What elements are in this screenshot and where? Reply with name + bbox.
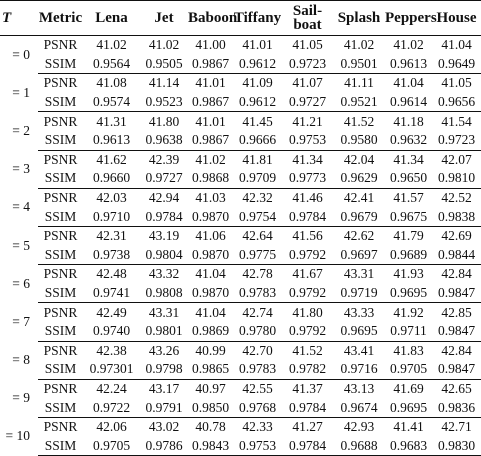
psnr-cell: 41.57 [385,188,432,207]
ssim-cell: 0.9697 [340,246,378,262]
header-house: House [432,1,481,36]
ssim-cell: 0.9612 [238,55,277,71]
ssim-cell: 0.9716 [340,361,378,377]
psnr-cell: 41.01 [188,74,233,93]
ssim-cell: 0.9666 [238,132,277,148]
ssim-cell: 0.9695 [389,285,428,301]
ssim-cell: 0.9870 [191,246,230,262]
psnr-cell: 41.93 [385,265,432,284]
psnr-cell: 43.41 [333,341,385,360]
psnr-cell: 42.49 [83,303,140,322]
psnr-cell: 42.70 [233,341,282,360]
ssim-cell: 0.9865 [191,361,230,377]
ssim-cell: 0.9753 [233,436,282,455]
psnr-cell: 42.39 [140,150,188,169]
ssim-cell: 0.9782 [288,361,327,377]
header-tiffany: Tiffany [233,1,282,36]
psnr-cell: 41.02 [188,150,233,169]
psnr-cell: 41.08 [83,74,140,93]
psnr-cell: 42.62 [333,226,385,245]
ssim-cell: 0.9783 [238,285,277,301]
psnr-cell: 42.32 [233,188,282,207]
ssim-cell: 0.9836 [437,399,476,415]
psnr-cell: 41.34 [282,150,333,169]
psnr-cell: 41.04 [385,74,432,93]
ssim-cell: 0.9521 [340,94,378,110]
psnr-cell: 41.41 [385,417,432,436]
psnr-cell: 43.26 [140,341,188,360]
ssim-cell: 0.9674 [340,399,378,415]
ssim-cell: 0.9705 [83,436,140,455]
psnr-cell: 41.83 [385,341,432,360]
header-jet: Jet [140,1,188,36]
ssim-cell: 0.9660 [92,170,131,186]
header-splash: Splash [333,1,385,36]
psnr-metric-label: PSNR [38,226,83,245]
psnr-cell: 41.06 [188,226,233,245]
table-row [0,226,481,245]
ssim-metric-label: SSIM [44,399,77,415]
psnr-cell: 42.84 [432,265,481,284]
ssim-cell: 0.9705 [389,361,428,377]
psnr-cell: 41.05 [432,74,481,93]
psnr-cell: 41.07 [282,74,333,93]
ssim-cell: 0.9784 [282,436,333,455]
psnr-cell: 42.69 [432,226,481,245]
psnr-metric-label: PSNR [38,188,83,207]
psnr-cell: 42.64 [233,226,282,245]
ssim-cell: 0.9798 [145,361,183,377]
psnr-cell: 42.33 [233,417,282,436]
psnr-cell: 42.24 [83,379,140,398]
ssim-metric-label: SSIM [44,170,77,186]
t-value: = 10 [5,428,30,444]
psnr-cell: 43.13 [333,379,385,398]
psnr-cell: 41.45 [233,112,282,131]
ssim-cell: 0.9501 [340,55,378,71]
psnr-cell: 41.79 [385,226,432,245]
ssim-cell: 0.9722 [92,399,131,415]
psnr-cell: 42.07 [432,150,481,169]
header-baboon: Baboon [188,1,233,36]
t-value: = 2 [12,122,30,138]
table-row [0,341,481,360]
ssim-cell: 0.9741 [92,285,131,301]
psnr-cell: 42.85 [432,303,481,322]
psnr-metric-label: PSNR [38,341,83,360]
psnr-cell: 41.92 [385,303,432,322]
psnr-metric-label: PSNR [38,265,83,284]
ssim-cell: 0.9780 [238,323,277,339]
ssim-cell: 0.9869 [191,323,230,339]
psnr-cell: 41.01 [233,36,282,55]
psnr-metric-label: PSNR [38,379,83,398]
psnr-cell: 41.01 [188,112,233,131]
psnr-cell: 42.38 [83,341,140,360]
ssim-cell: 0.9792 [288,246,327,262]
psnr-cell: 41.52 [333,112,385,131]
ssim-cell: 0.9613 [389,55,428,71]
table-row [0,93,481,112]
ssim-metric-label: SSIM [44,361,77,377]
ssim-metric-label: SSIM [44,208,77,224]
ssim-cell: 0.9867 [191,94,230,110]
header-row [0,1,481,36]
ssim-cell: 0.9868 [191,170,230,186]
psnr-cell: 43.32 [140,265,188,284]
ssim-cell: 0.9808 [145,285,183,301]
ssim-cell: 0.9804 [145,246,183,262]
psnr-cell: 42.74 [233,303,282,322]
ssim-cell: 0.9754 [238,208,277,224]
psnr-metric-label: PSNR [38,150,83,169]
psnr-cell: 42.06 [83,417,140,436]
psnr-cell: 41.27 [282,417,333,436]
ssim-cell: 0.9574 [92,94,131,110]
psnr-metric-label: PSNR [38,303,83,322]
ssim-cell: 0.9775 [238,246,277,262]
table-row [0,188,481,207]
psnr-cell: 42.31 [83,226,140,245]
ssim-cell: 0.9523 [145,94,183,110]
ssim-cell: 0.9867 [191,55,230,71]
ssim-cell: 0.9723 [437,132,476,148]
psnr-cell: 41.31 [83,112,140,131]
psnr-cell: 41.21 [282,112,333,131]
psnr-cell: 43.31 [140,303,188,322]
table-row [0,322,481,341]
ssim-cell: 0.9689 [389,246,428,262]
psnr-metric-label: PSNR [38,36,83,55]
ssim-cell: 0.97301 [89,361,134,377]
ssim-cell: 0.9773 [288,170,327,186]
ssim-cell: 0.9847 [437,323,476,339]
ssim-cell: 0.9505 [145,55,183,71]
ssim-cell: 0.9679 [340,208,378,224]
ssim-cell: 0.9847 [437,285,476,301]
psnr-cell: 41.56 [282,226,333,245]
psnr-cell: 41.02 [83,36,140,55]
table-row [0,417,481,436]
psnr-cell: 41.67 [282,265,333,284]
ssim-cell: 0.9844 [437,246,476,262]
table-row [0,55,481,74]
psnr-cell: 41.02 [385,36,432,55]
psnr-cell: 43.19 [140,226,188,245]
psnr-cell: 42.48 [83,265,140,284]
table-row [0,379,481,398]
ssim-cell: 0.9638 [145,132,183,148]
ssim-cell: 0.9784 [288,208,327,224]
t-value: = 7 [12,313,30,329]
ssim-cell: 0.9649 [437,55,476,71]
psnr-cell: 41.04 [188,303,233,322]
ssim-cell: 0.9792 [288,285,327,301]
ssim-cell: 0.9738 [92,246,131,262]
psnr-cell: 40.99 [188,341,233,360]
psnr-cell: 42.94 [140,188,188,207]
header-sailboat: Sail- boat [282,1,333,36]
psnr-cell: 42.04 [333,150,385,169]
psnr-cell: 42.41 [333,188,385,207]
psnr-cell: 43.31 [333,265,385,284]
psnr-cell: 41.09 [233,74,282,93]
header-lena: Lena [83,1,140,36]
table-row [0,207,481,226]
psnr-metric-label: PSNR [38,74,83,93]
psnr-cell: 42.52 [432,188,481,207]
t-value: = 3 [12,161,30,177]
ssim-cell: 0.9711 [390,323,427,339]
ssim-cell: 0.9801 [145,323,183,339]
psnr-cell: 41.11 [333,74,385,93]
table-row [0,150,481,169]
ssim-cell: 0.9580 [340,132,378,148]
psnr-cell: 42.84 [432,341,481,360]
ssim-cell: 0.9791 [145,399,183,415]
psnr-cell: 41.69 [385,379,432,398]
ssim-metric-label: SSIM [44,285,77,301]
ssim-cell: 0.9727 [145,170,183,186]
ssim-cell: 0.9847 [437,361,476,377]
ssim-metric-label: SSIM [44,94,77,110]
psnr-cell: 41.05 [282,36,333,55]
ssim-cell: 0.9792 [288,323,327,339]
header-peppers: Peppers [385,1,432,36]
psnr-cell: 41.03 [188,188,233,207]
ssim-metric-label: SSIM [38,436,83,455]
ssim-cell: 0.9830 [432,436,481,455]
psnr-cell: 42.71 [432,417,481,436]
t-value: = 1 [12,84,30,100]
table-row [0,360,481,379]
ssim-cell: 0.9810 [437,170,476,186]
ssim-cell: 0.9753 [288,132,327,148]
psnr-cell: 41.02 [333,36,385,55]
psnr-cell: 43.33 [333,303,385,322]
psnr-cell: 42.55 [233,379,282,398]
psnr-cell: 41.00 [188,36,233,55]
header-t: T [0,1,38,36]
t-value: = 0 [12,46,30,62]
ssim-cell: 0.9740 [92,323,131,339]
table-row [0,265,481,284]
ssim-metric-label: SSIM [44,246,77,262]
ssim-cell: 0.9695 [389,399,428,415]
ssim-cell: 0.9632 [389,132,428,148]
t-value: = 9 [12,390,30,406]
ssim-cell: 0.9719 [340,285,378,301]
psnr-cell: 42.03 [83,188,140,207]
ssim-cell: 0.9612 [238,94,277,110]
header-metric: Metric [38,1,83,36]
ssim-metric-label: SSIM [44,132,77,148]
psnr-cell: 41.37 [282,379,333,398]
psnr-metric-label: PSNR [38,417,83,436]
ssim-cell: 0.9688 [333,436,385,455]
psnr-cell: 41.02 [140,36,188,55]
psnr-cell: 41.18 [385,112,432,131]
ssim-cell: 0.9695 [340,323,378,339]
ssim-cell: 0.9629 [340,170,378,186]
ssim-cell: 0.9784 [145,208,183,224]
psnr-cell: 41.04 [188,265,233,284]
table-row [0,169,481,188]
ssim-cell: 0.9675 [389,208,428,224]
table-row [0,36,481,55]
ssim-cell: 0.9768 [238,399,277,415]
table-row [0,131,481,150]
table-row [0,112,481,131]
psnr-cell: 41.54 [432,112,481,131]
ssim-cell: 0.9870 [191,285,230,301]
psnr-cell: 43.17 [140,379,188,398]
ssim-cell: 0.9709 [238,170,277,186]
ssim-cell: 0.9614 [389,94,428,110]
table-row [0,74,481,93]
table-row [0,398,481,417]
ssim-cell: 0.9710 [92,208,131,224]
psnr-cell: 40.78 [188,417,233,436]
ssim-cell: 0.9786 [140,436,188,455]
psnr-cell: 41.62 [83,150,140,169]
table-row [0,284,481,303]
table-row [0,436,481,455]
t-value: = 6 [12,275,30,291]
table-header [0,1,481,36]
table-row [0,246,481,265]
psnr-cell: 41.34 [385,150,432,169]
ssim-cell: 0.9870 [191,208,230,224]
t-value: = 8 [12,352,30,368]
ssim-cell: 0.9650 [389,170,428,186]
ssim-cell: 0.9784 [288,399,327,415]
t-value: = 5 [12,237,30,253]
psnr-cell: 41.80 [140,112,188,131]
ssim-cell: 0.9867 [191,132,230,148]
ssim-cell: 0.9656 [437,94,476,110]
ssim-cell: 0.9843 [188,436,233,455]
psnr-cell: 42.93 [333,417,385,436]
psnr-metric-label: PSNR [38,112,83,131]
psnr-cell: 41.14 [140,74,188,93]
ssim-cell: 0.9683 [385,436,432,455]
table-body [0,36,481,456]
psnr-cell: 41.80 [282,303,333,322]
table-row [0,303,481,322]
ssim-cell: 0.9850 [191,399,230,415]
ssim-cell: 0.9783 [238,361,277,377]
psnr-cell: 41.52 [282,341,333,360]
psnr-cell: 41.81 [233,150,282,169]
ssim-metric-label: SSIM [44,323,77,339]
psnr-cell: 41.46 [282,188,333,207]
t-value: = 4 [12,199,30,215]
psnr-cell: 41.04 [432,36,481,55]
psnr-cell: 43.02 [140,417,188,436]
ssim-cell: 0.9613 [92,132,131,148]
psnr-cell: 42.78 [233,265,282,284]
ssim-cell: 0.9727 [288,94,327,110]
ssim-metric-label: SSIM [44,55,77,71]
psnr-cell: 40.97 [188,379,233,398]
ssim-cell: 0.9564 [92,55,131,71]
ssim-cell: 0.9838 [437,208,476,224]
ssim-cell: 0.9723 [288,55,327,71]
psnr-cell: 42.65 [432,379,481,398]
